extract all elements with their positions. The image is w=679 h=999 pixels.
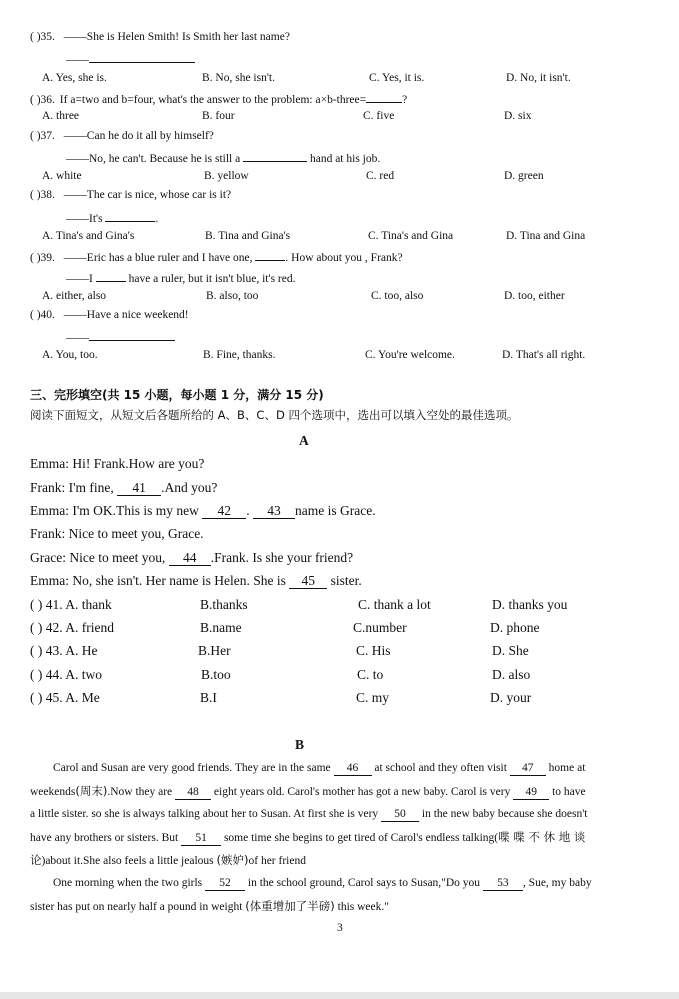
passage-b-line-2: weekends(周末).Now they are 48 eight years old. Carol's mother has got a new baby. Carol is very 49 to have	[30, 784, 586, 798]
q39-option-b: B. also, too	[206, 290, 259, 302]
q37-answer-line: ——No, he can't. Because he is still a hand at his job.	[66, 153, 381, 165]
passage-b-label: B	[295, 737, 305, 752]
passage-b-line-7: sister has put on nearly half a pound in weight (体重增加了半磅) this week."	[30, 899, 389, 913]
q36-stem: ( )36. If a=two and b=four, what's the answer to the problem: a×b-three= ?	[30, 94, 408, 106]
q39-answer-line: ——I have a ruler, but it isn't blue, it's red.	[66, 273, 296, 285]
q37-option-a: A. white	[42, 170, 82, 182]
q36-option-c: C. five	[363, 110, 395, 122]
passage-b-line-1: Carol and Susan are very good friends. They are in the same 46 at school and they often visit 47 home at	[53, 762, 586, 774]
option-41-b: B.thanks	[200, 597, 248, 612]
q38-stem: ( )38. ——The car is nice, whose car is it?	[30, 189, 232, 201]
q38-option-d: D. Tina and Gina	[506, 230, 586, 242]
dialogue-line-6: Emma: No, she isn't. Her name is Helen. She is 45 sister.	[30, 573, 362, 588]
blank-46: 46	[334, 763, 372, 776]
option-row-45: ( ) 45. A. Me	[30, 690, 100, 705]
q36-option-d: D. six	[504, 110, 532, 122]
option-row-44: ( ) 44. A. two	[30, 667, 102, 682]
dialogue-line-4: Frank: Nice to meet you, Grace.	[30, 526, 204, 541]
q39-option-a: A. either, also	[42, 290, 107, 302]
q40-option-d: D. That's all right.	[502, 349, 586, 361]
q35-answer-line: ——	[66, 52, 195, 67]
answer-paren[interactable]: ( )38.	[30, 189, 55, 201]
option-41-c: C. thank a lot	[358, 597, 431, 612]
option-45-c: C. my	[356, 690, 390, 705]
blank-51: 51	[181, 833, 221, 846]
q37-stem: ( )37. ——Can he do it all by himself?	[30, 130, 214, 142]
blank-53: 53	[483, 878, 523, 891]
q38-option-c: C. Tina's and Gina	[368, 230, 454, 242]
option-44-b: B.too	[201, 667, 231, 682]
dialogue-line-3: Emma: I'm OK.This is my new 42 . 43 name is Grace.	[30, 503, 376, 518]
q39-option-d: D. too, either	[504, 290, 565, 302]
q40-stem: ( )40. ——Have a nice weekend!	[30, 309, 189, 321]
blank-47: 47	[510, 763, 546, 776]
option-41-d: D. thanks you	[492, 597, 568, 612]
answer-paren[interactable]: ( )40.	[30, 309, 55, 321]
passage-b-line-5: 论)about it.She also feels a little jealous (嫉妒)of her friend	[30, 853, 306, 867]
answer-paren[interactable]: ( )37.	[30, 130, 55, 142]
answer-paren[interactable]: ( )35.	[30, 31, 55, 43]
passage-a-label: A	[299, 433, 309, 448]
blank-48: 48	[175, 787, 211, 800]
section-title: 三、完形填空(共 15 小题，每小题 1 分，满分 15 分)	[30, 388, 324, 402]
passage-b-line-4: have any brothers or sisters. But 51 some time she begins to get tired of Carol's endless talking(喋 喋 不 休 地 谈	[30, 830, 586, 844]
option-44-c: C. to	[357, 667, 384, 682]
option-43-d: D. She	[492, 643, 529, 658]
q40-option-b: B. Fine, thanks.	[203, 349, 276, 361]
q37-option-d: D. green	[504, 170, 544, 182]
q35-option-c: C. Yes, it is.	[369, 72, 425, 84]
q39-option-c: C. too, also	[371, 290, 424, 302]
q38-answer-line: ——It's .	[66, 213, 159, 225]
dialogue-line-5: Grace: Nice to meet you, 44 .Frank. Is she your friend?	[30, 550, 354, 565]
option-row-41: ( ) 41. A. thank	[30, 597, 112, 612]
page-bottom-divider	[0, 992, 679, 999]
option-43-c: C. His	[356, 643, 391, 658]
blank-45: 45	[289, 574, 327, 589]
q38-option-a: A. Tina's and Gina's	[42, 230, 135, 242]
q36-option-b: B. four	[202, 110, 235, 122]
q40-option-c: C. You're welcome.	[365, 349, 455, 361]
q36-option-a: A. three	[42, 110, 80, 122]
section-instruction: 阅读下面短文，从短文后各题所给的 A、B、C、D 四个选项中，选出可以填入空处的最佳选项。	[30, 408, 519, 422]
q35-option-b: B. No, she isn't.	[202, 72, 275, 84]
q35-option-a: A. Yes, she is.	[42, 72, 107, 84]
page-number: 3	[337, 922, 343, 934]
option-45-b: B.I	[200, 690, 217, 705]
q39-stem: ( )39. ——Eric has a blue ruler and I have one, . How about you , Frank?	[30, 252, 403, 264]
option-42-c: C.number	[353, 620, 407, 635]
option-44-d: D. also	[492, 667, 531, 682]
answer-paren[interactable]: ( )36.	[30, 94, 55, 106]
blank-42: 42	[202, 504, 246, 519]
q38-option-b: B. Tina and Gina's	[205, 230, 291, 242]
option-42-d: D. phone	[490, 620, 540, 635]
blank-43: 43	[253, 504, 295, 519]
dialogue-line-2: Frank: I'm fine, 41 .And you?	[30, 480, 218, 495]
option-42-b: B.name	[200, 620, 242, 635]
option-row-42: ( ) 42. A. friend	[30, 620, 114, 635]
option-45-d: D. your	[490, 690, 532, 705]
dialogue-line-1: Emma: Hi! Frank.How are you?	[30, 456, 205, 471]
option-43-b: B.Her	[198, 643, 231, 658]
q40-option-a: A. You, too.	[42, 349, 98, 361]
q35-option-d: D. No, it isn't.	[506, 72, 571, 84]
passage-b-line-6: One morning when the two girls 52 in the school ground, Carol says to Susan,"Do you 53 , Sue, my baby	[53, 877, 592, 889]
blank-44: 44	[169, 551, 211, 566]
q40-answer-line: ——	[66, 330, 175, 345]
answer-paren[interactable]: ( )39.	[30, 252, 55, 264]
q35-stem: ( )35. ——She is Helen Smith! Is Smith her last name?	[30, 31, 290, 43]
q37-option-c: C. red	[366, 170, 395, 182]
blank-52: 52	[205, 878, 245, 891]
blank-41: 41	[117, 481, 161, 496]
q37-option-b: B. yellow	[204, 170, 249, 182]
blank-50: 50	[381, 809, 419, 822]
passage-b-line-3: a little sister. so she is always talking about her to Susan. At first she is very 50 in the new baby because she doesn't	[30, 808, 588, 820]
blank-49: 49	[513, 787, 549, 800]
option-row-43: ( ) 43. A. He	[30, 643, 98, 658]
